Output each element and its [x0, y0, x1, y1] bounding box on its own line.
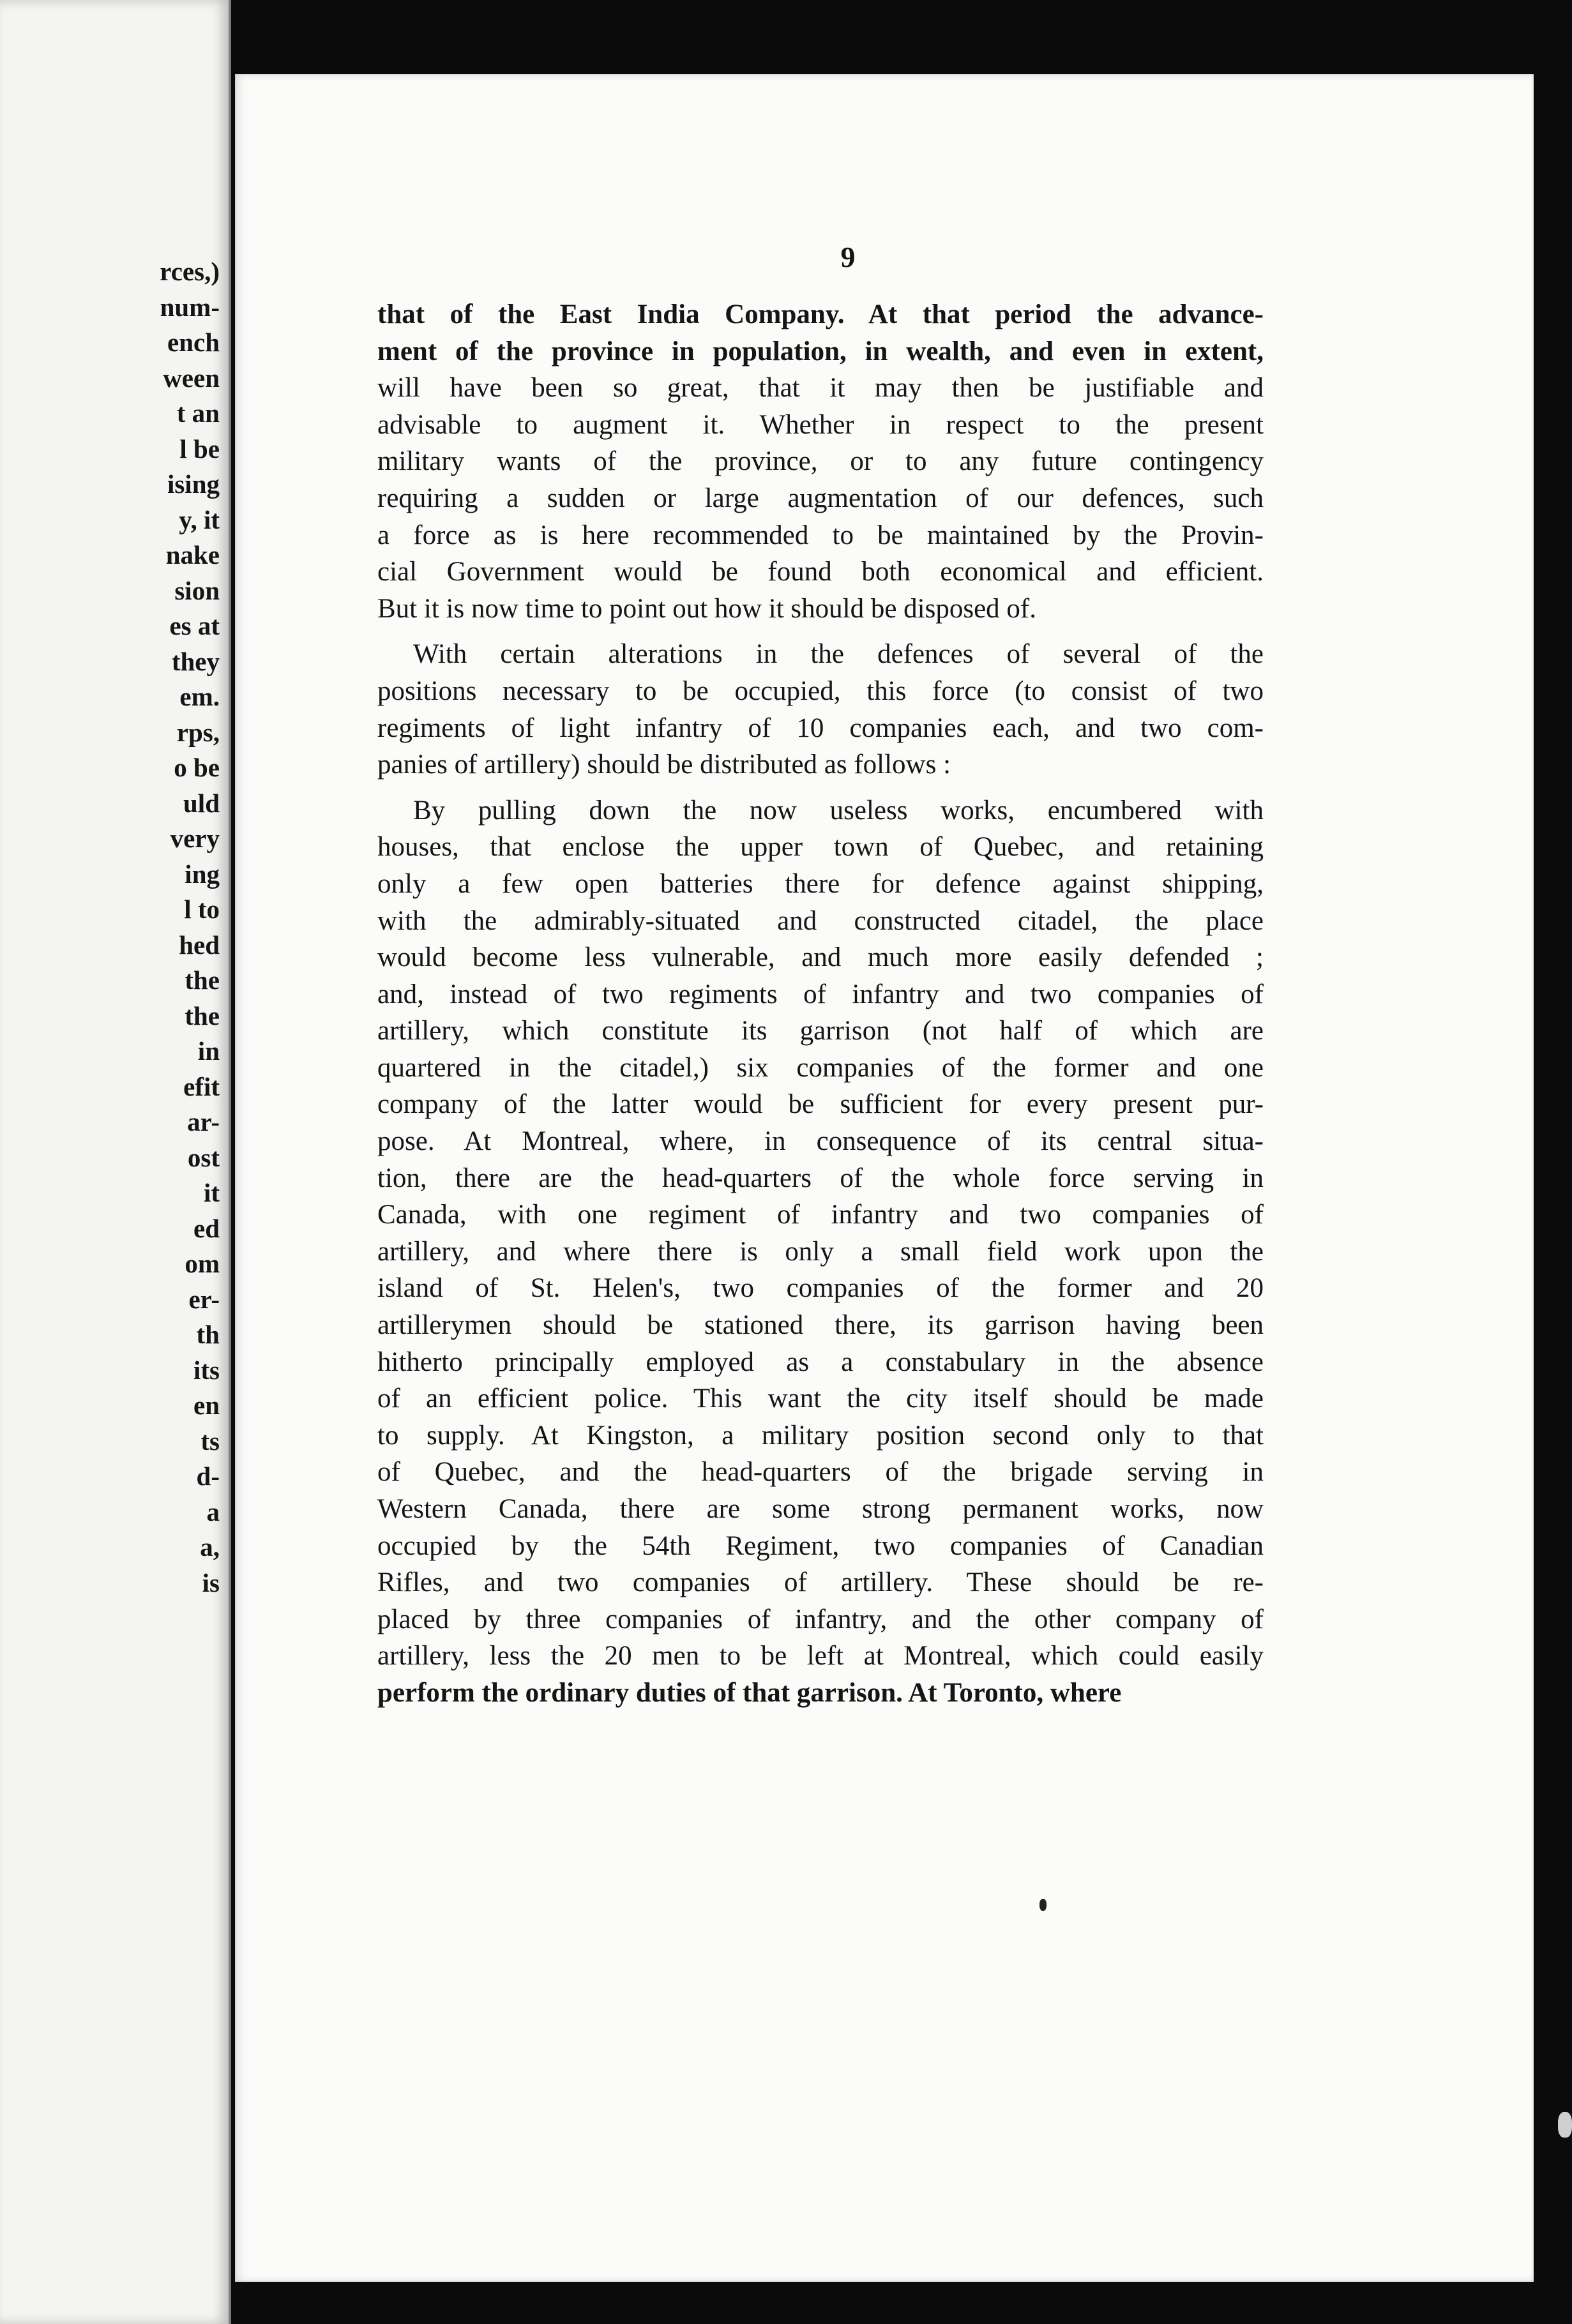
text-line: military wants of the province, or to any future contingency — [377, 446, 1264, 477]
text-line: But it is now time to point out how it should be disposed of. — [377, 593, 1036, 624]
left-fragment-line: d- — [196, 1461, 220, 1491]
paragraph — [377, 296, 1264, 627]
left-fragment-line: ost — [187, 1142, 220, 1172]
left-fragment-line: in — [197, 1036, 220, 1066]
text-line: that of the East India Company. At that period the advance- — [377, 299, 1264, 329]
text-line: artillery, less the 20 men to be left at Montreal, which could easily — [377, 1641, 1264, 1671]
left-fragment-line: es at — [169, 611, 220, 640]
text-line: to supply. At Kingston, a military position second only to that — [377, 1420, 1264, 1451]
ink-speck — [1039, 1899, 1047, 1911]
left-fragment-line: a, — [200, 1532, 220, 1562]
left-page-text-fragments — [160, 254, 220, 1601]
left-fragment-line: the — [185, 1000, 220, 1030]
left-fragment-line: ar- — [187, 1107, 220, 1136]
text-line: of an efficient police. This want the city itself should be made — [377, 1384, 1264, 1414]
text-line: Canada, with one regiment of infantry and two companies of — [377, 1200, 1264, 1230]
text-line: a force as is here recommended to be maintained by the Provin- — [377, 520, 1264, 550]
text-line: advisable to augment it. Whether in respect to the present — [377, 409, 1264, 440]
text-line: hitherto principally employed as a constabulary in the absence — [377, 1347, 1264, 1377]
left-fragment-line: rces,) — [160, 257, 220, 286]
text-line: artillery, and where there is only a small field work upon the — [377, 1236, 1264, 1267]
text-line: only a few open batteries there for defence against shipping, — [377, 868, 1264, 899]
text-line: cial Government would be found both economical and efficient. — [377, 557, 1264, 587]
left-fragment-line: the — [185, 965, 220, 995]
left-fragment-line: they — [171, 646, 220, 676]
left-fragment-line: hed — [179, 930, 220, 960]
body-text — [377, 296, 1264, 1712]
text-line: artillerymen should be stationed there, its garrison having been — [377, 1310, 1264, 1341]
left-fragment-line: en — [193, 1391, 220, 1420]
left-fragment-line: l to — [184, 894, 220, 924]
page — [235, 74, 1534, 2282]
text-line: occupied by the 54th Regiment, two companies of Canadian — [377, 1530, 1264, 1561]
text-line: placed by three companies of infantry, and the other company of — [377, 1604, 1264, 1634]
left-fragment-line: o be — [174, 753, 220, 782]
text-line: requiring a sudden or large augmentation of our defences, such — [377, 483, 1264, 513]
text-line: houses, that enclose the upper town of Quebec, and retaining — [377, 832, 1264, 863]
left-fragment-line: efit — [183, 1071, 220, 1101]
left-fragment-line: l be — [179, 434, 220, 464]
left-fragment-line: ising — [167, 469, 220, 499]
text-line: of Quebec, and the head-quarters of the brigade serving in — [377, 1457, 1264, 1488]
left-fragment-line: sion — [174, 575, 220, 605]
left-fragment-line: ing — [185, 859, 220, 889]
left-fragment-line: em. — [179, 682, 220, 711]
text-line: ment of the province in population, in wealth, and even in extent, — [377, 336, 1264, 366]
left-fragment-line: its — [193, 1355, 220, 1385]
left-fragment-line: y, it — [179, 504, 220, 534]
left-fragment-line: ts — [200, 1426, 220, 1456]
left-fragment-line: t an — [176, 398, 220, 428]
left-fragment-line: a — [206, 1497, 220, 1527]
left-fragment-line: ench — [167, 328, 220, 357]
paragraph — [377, 636, 1264, 783]
text-line: island of St. Helen's, two companies of the former and 20 — [377, 1273, 1264, 1304]
left-fragment-line: nake — [165, 540, 220, 570]
left-fragment-line: ed — [193, 1213, 220, 1243]
left-fragment-line: ween — [163, 363, 220, 393]
left-fragment-line: it — [203, 1178, 220, 1207]
text-line: tion, there are the head-quarters of the whole force serving in — [377, 1163, 1264, 1193]
text-line: By pulling down the now useless works, encumbered with — [413, 795, 1264, 826]
text-line: perform the ordinary duties of that garrison. At Toronto, where — [377, 1677, 1122, 1708]
text-line: regiments of light infantry of 10 companies each, and two com- — [377, 713, 1264, 743]
text-line: quartered in the citadel,) six companies of the former and one — [377, 1052, 1264, 1083]
edge-mark — [1558, 2112, 1572, 2138]
left-fragment-line: er- — [188, 1284, 220, 1314]
text-line: artillery, which constitute its garrison (not half of which are — [377, 1016, 1264, 1046]
left-page-edge — [0, 0, 231, 2324]
left-fragment-line: om — [185, 1249, 220, 1278]
text-line: panies of artillery) should be distributed as follows : — [377, 750, 951, 780]
text-line: will have been so great, that it may then be justifiable and — [377, 373, 1264, 404]
text-line: Western Canada, there are some strong permanent works, now — [377, 1494, 1264, 1524]
left-fragment-line: is — [202, 1567, 220, 1597]
text-line: positions necessary to be occupied, this force (to consist of two — [377, 675, 1264, 706]
paragraph-gap — [377, 627, 1264, 636]
left-fragment-line: very — [170, 824, 220, 853]
text-line: company of the latter would be sufficient for every present pur- — [377, 1089, 1264, 1120]
text-line: with the admirably-situated and constructed citadel, the place — [377, 905, 1264, 936]
left-fragment-line: th — [196, 1320, 220, 1349]
text-line: Rifles, and two companies of artillery. These should be re- — [377, 1567, 1264, 1598]
text-line: pose. At Montreal, where, in consequence of its central situa- — [377, 1126, 1264, 1157]
text-line: would become less vulnerable, and much more easily defended ; — [377, 942, 1264, 973]
left-fragment-line: uld — [183, 788, 220, 818]
page-number: 9 — [840, 241, 856, 273]
left-fragment-line: rps, — [176, 717, 220, 747]
paragraph-gap — [377, 783, 1264, 792]
text-line: With certain alterations in the defences of several of the — [413, 639, 1264, 670]
left-fragment-line: num- — [160, 292, 220, 322]
text-line: and, instead of two regiments of infantry and two companies of — [377, 979, 1264, 1009]
paragraph — [377, 792, 1264, 1712]
